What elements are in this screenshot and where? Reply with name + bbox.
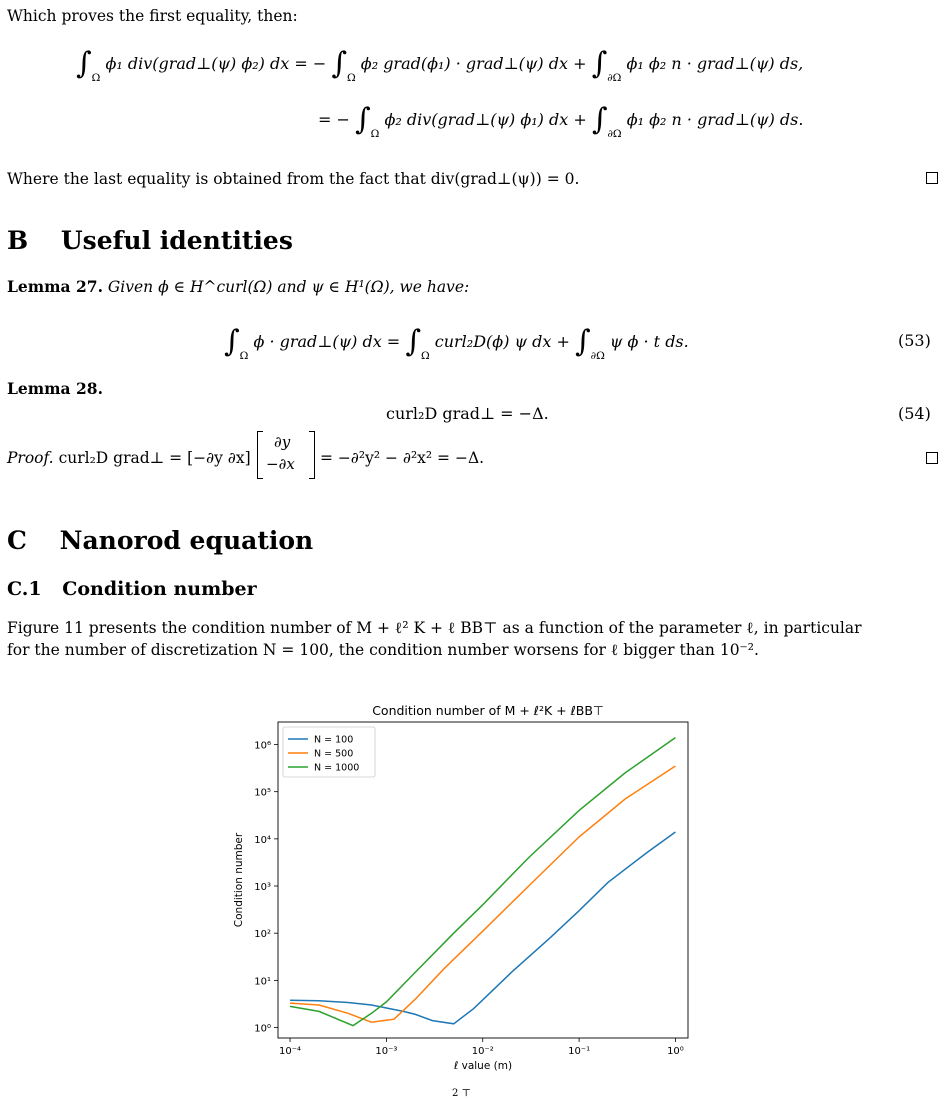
integral-domain: Ω bbox=[370, 128, 380, 140]
eq1-line2-start: = − bbox=[318, 110, 350, 129]
y-tick-label: 10⁶ bbox=[254, 740, 271, 752]
caption-fragment: 2 ⊤ bbox=[452, 1088, 471, 1099]
series-line-n-500 bbox=[290, 766, 675, 1022]
y-tick-label: 10⁵ bbox=[254, 787, 271, 799]
proof-lhs: curl₂D grad⊥ = bbox=[58, 449, 183, 467]
integral-domain: Ω bbox=[420, 350, 430, 362]
column-bottom: −∂x bbox=[266, 455, 295, 473]
legend-label: N = 1000 bbox=[314, 762, 360, 774]
eq1-line2-mid: ϕ₂ div(grad⊥(ψ) ϕ₁) dx + bbox=[384, 110, 587, 129]
equation-line-1: $\int_\Omega$ ϕ₁ div(grad⊥(ψ) ϕ₂) dx = − $\int_\Omega$ ϕ₂ grad(ϕ₁) · grad⊥(ψ) dx + $\int_{\partial\Omega}$ ϕ₁ ϕ₂ n · grad⊥(ψ) ds, bbox=[76, 46, 804, 84]
lemma-28-label: Lemma 28. bbox=[7, 379, 103, 398]
legend-label: N = 100 bbox=[314, 734, 354, 746]
series-lines bbox=[290, 738, 675, 1026]
eq1-line1-lhs: ϕ₁ div(grad⊥(ψ) ϕ₂) dx = − bbox=[105, 54, 327, 73]
proof-line bbox=[7, 447, 251, 469]
y-tick-label: 10³ bbox=[254, 882, 271, 894]
integral-domain: Ω bbox=[346, 72, 356, 84]
qed-box bbox=[926, 172, 938, 184]
equation-54: curl₂D grad⊥ = −Δ. bbox=[386, 404, 549, 423]
integral-boundary: ∂Ω bbox=[607, 128, 622, 140]
y-tick-label: 10¹ bbox=[254, 976, 271, 988]
eq53-end: ψ ϕ · t ds. bbox=[609, 332, 689, 351]
subsection-title: Condition number bbox=[62, 578, 257, 600]
section-c-heading bbox=[7, 526, 313, 555]
subsection-number: C.1 bbox=[7, 578, 42, 600]
chart-legend bbox=[283, 727, 375, 777]
y-axis-ticks bbox=[254, 741, 278, 1035]
proof-row-vector: [−∂y ∂x] bbox=[187, 449, 251, 467]
chart-title: Condition number of M + ℓ²K + ℓBB⊤ bbox=[372, 703, 604, 718]
paragraph-line-1: Figure 11 presents the condition number of M + ℓ² K + ℓ BB⊤ as a function of the parameter ℓ, in particular bbox=[7, 619, 862, 637]
x-tick-label: 10⁻⁴ bbox=[279, 1046, 302, 1057]
eq53-mid: curl₂D(ϕ) ψ dx + bbox=[434, 332, 570, 351]
condition-number-chart bbox=[230, 700, 700, 1080]
section-letter: B bbox=[7, 226, 29, 255]
y-tick-label: 10⁰ bbox=[254, 1023, 271, 1035]
y-tick-label: 10² bbox=[254, 929, 271, 941]
legend-label: N = 500 bbox=[314, 748, 354, 760]
lemma-statement: Given ϕ ∈ H^curl(Ω) and ψ ∈ H¹(Ω), we have: bbox=[107, 278, 470, 296]
integral-boundary: ∂Ω bbox=[607, 72, 622, 84]
proof-rhs: = −∂²y² − ∂²x² = −Δ. bbox=[320, 449, 485, 467]
eq1-line1-end: ϕ₁ ϕ₂ n · grad⊥(ψ) ds, bbox=[626, 54, 804, 73]
equation-number-53: (53) bbox=[898, 331, 931, 350]
equation-line-2: = − $\int_\Omega$ ϕ₂ div(grad⊥(ψ) ϕ₁) dx + $\int_{\partial\Omega}$ ϕ₁ ϕ₂ n · grad⊥(ψ) ds. bbox=[318, 102, 804, 140]
series-line-n-1000 bbox=[290, 738, 675, 1026]
x-axis-label: ℓ value (m) bbox=[453, 1060, 513, 1072]
qed-box bbox=[926, 452, 938, 464]
y-tick-label: 10⁴ bbox=[254, 834, 271, 846]
section-title: Nanorod equation bbox=[59, 526, 314, 555]
x-axis-ticks bbox=[279, 1038, 684, 1057]
proof-column-vector bbox=[257, 431, 315, 479]
x-tick-label: 10⁰ bbox=[667, 1046, 684, 1057]
x-tick-label: 10⁻³ bbox=[375, 1046, 398, 1057]
section-letter: C bbox=[7, 526, 27, 555]
intro-text: Which proves the first equality, then: bbox=[7, 7, 298, 25]
series-line-n-100 bbox=[290, 832, 675, 1024]
y-axis-label: Condition number bbox=[233, 832, 245, 928]
equation-number-54: (54) bbox=[898, 404, 931, 423]
x-tick-label: 10⁻² bbox=[471, 1046, 494, 1057]
equation-53: $\int_\Omega$ ϕ · grad⊥(ψ) dx = $\int_\Omega$ curl₂D(ϕ) ψ dx + $\int_{\partial\Omega}$ ψ ϕ · t ds. bbox=[224, 324, 689, 362]
proof-label: Proof. bbox=[7, 449, 54, 467]
subsection-c1-heading bbox=[7, 578, 257, 600]
lemma-27 bbox=[7, 276, 469, 298]
eq1-line2-end: ϕ₁ ϕ₂ n · grad⊥(ψ) ds. bbox=[626, 110, 804, 129]
column-top: ∂y bbox=[274, 433, 291, 451]
paragraph-line-2: for the number of discretization N = 100, the condition number worsens for ℓ bigger than 10⁻². bbox=[7, 641, 759, 659]
lemma-label: Lemma 27. bbox=[7, 277, 103, 296]
integral-domain: Ω bbox=[91, 72, 101, 84]
section-title: Useful identities bbox=[60, 226, 293, 255]
integral-boundary: ∂Ω bbox=[590, 350, 605, 362]
integral-domain: Ω bbox=[239, 350, 249, 362]
remark-text: Where the last equality is obtained from the fact that div(grad⊥(ψ)) = 0. bbox=[7, 170, 580, 188]
eq53-lhs: ϕ · grad⊥(ψ) dx = bbox=[253, 332, 401, 351]
x-tick-label: 10⁻¹ bbox=[568, 1046, 591, 1057]
eq1-line1-mid: ϕ₂ grad(ϕ₁) · grad⊥(ψ) dx + bbox=[360, 54, 587, 73]
section-b-heading bbox=[7, 226, 293, 255]
